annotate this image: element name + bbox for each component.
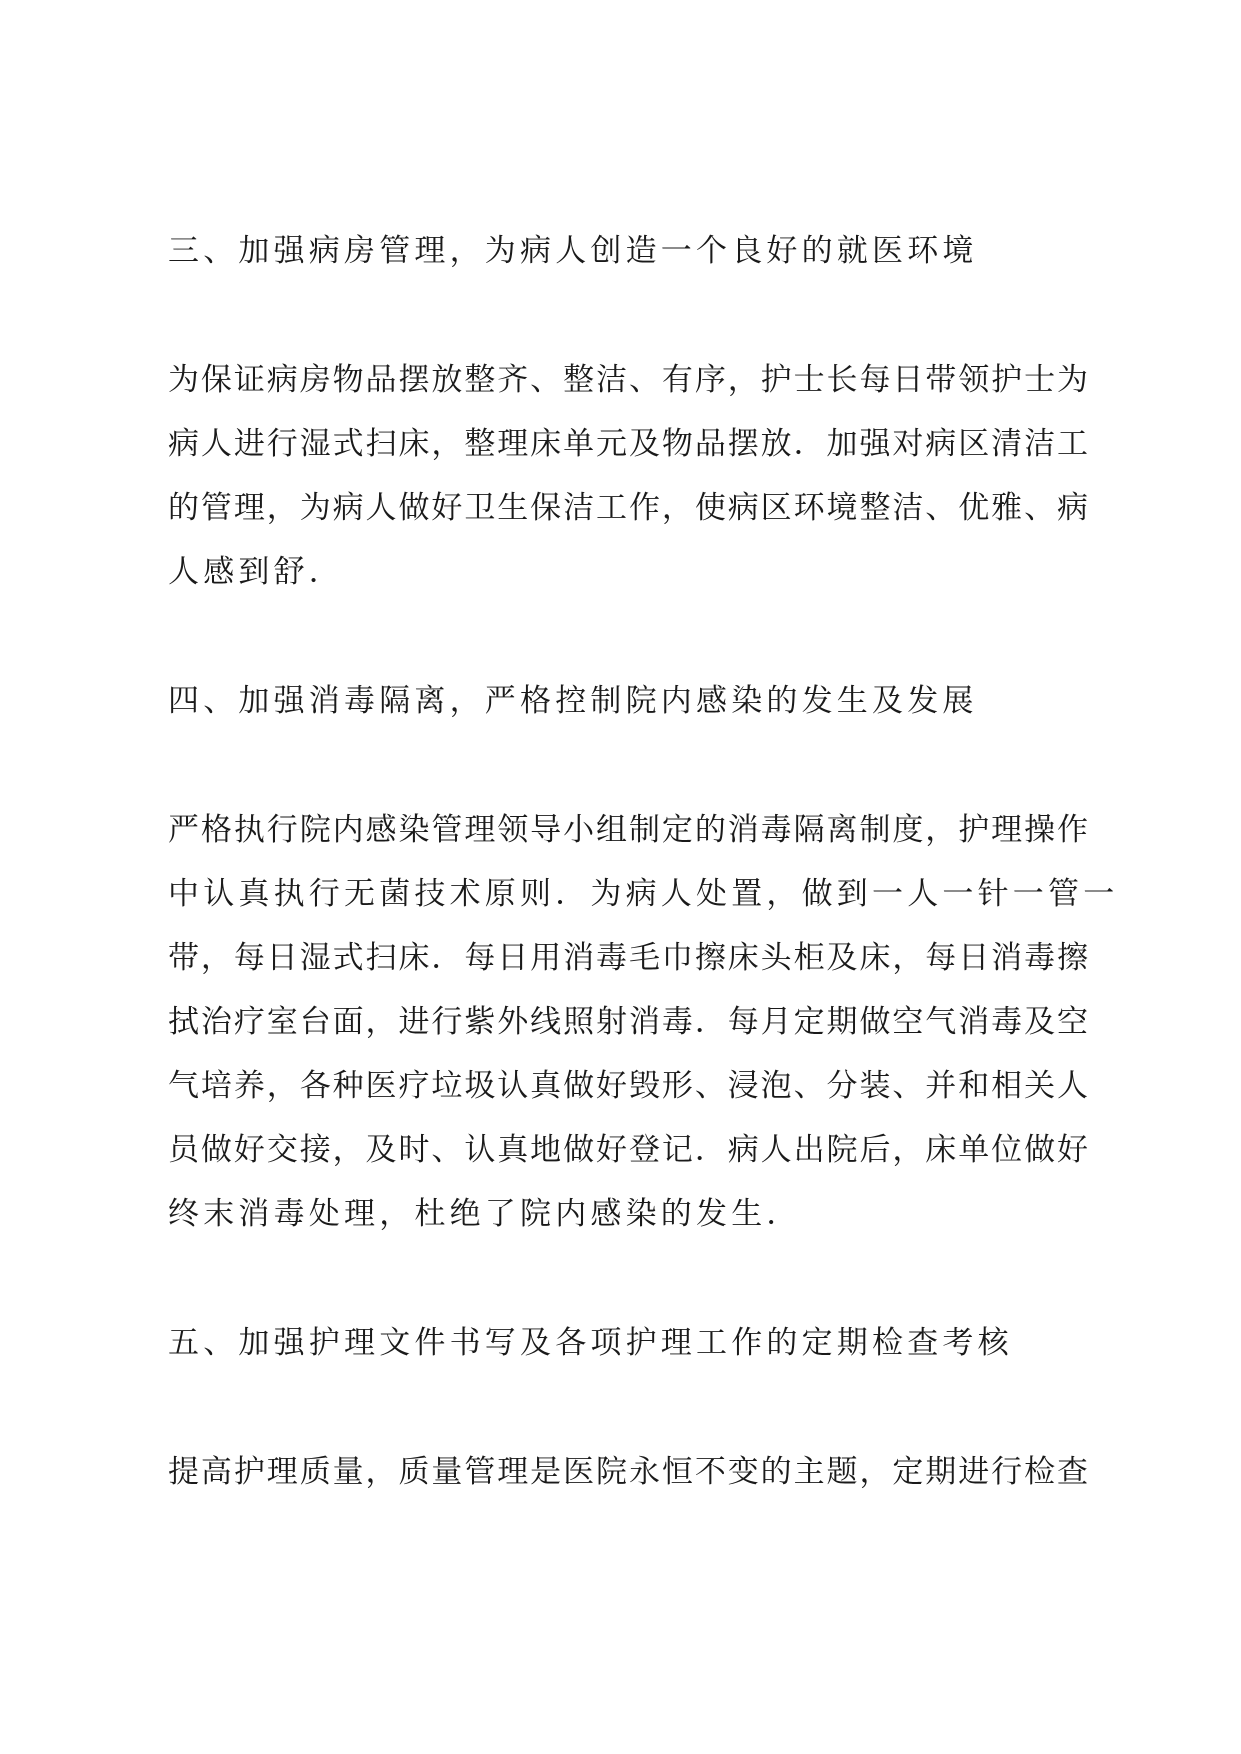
section-4-line-4: 拭治疗室台面，进行紫外线照射消毒．每月定期做空气消毒及空 — [168, 1004, 1088, 1040]
section-3-line-3: 的管理，为病人做好卫生保洁工作，使病区环境整洁、优雅、病 — [168, 490, 1088, 526]
section-4-line-1: 严格执行院内感染管理领导小组制定的消毒隔离制度，护理操作 — [168, 812, 1088, 848]
section-3-line-1: 为保证病房物品摆放整齐、整洁、有序，护士长每日带领护士为 — [168, 362, 1088, 398]
section-4-line-7: 终末消毒处理，杜绝了院内感染的发生． — [168, 1196, 802, 1232]
section-4-line-3: 带，每日湿式扫床．每日用消毒毛巾擦床头柜及床，每日消毒擦 — [168, 940, 1088, 976]
section-5-line-1: 提高护理质量，质量管理是医院永恒不变的主题，定期进行检查 — [168, 1454, 1088, 1490]
section-4-line-5: 气培养，各种医疗垃圾认真做好毁形、浸泡、分装、并和相关人 — [168, 1068, 1088, 1104]
section-4-line-2: 中认真执行无菌技术原则．为病人处置，做到一人一针一管一 — [168, 876, 1119, 912]
section-4-heading: 四、加强消毒隔离，严格控制院内感染的发生及发展 — [168, 683, 978, 719]
section-3-line-2: 病人进行湿式扫床，整理床单元及物品摆放．加强对病区清洁工 — [168, 426, 1088, 462]
section-3-heading: 三、加强病房管理，为病人创造一个良好的就医环境 — [168, 233, 978, 269]
section-5-heading: 五、加强护理文件书写及各项护理工作的定期检查考核 — [168, 1325, 1013, 1361]
section-3-line-4: 人感到舒． — [168, 554, 344, 590]
section-4-line-6: 员做好交接，及时、认真地做好登记．病人出院后，床单位做好 — [168, 1132, 1088, 1168]
